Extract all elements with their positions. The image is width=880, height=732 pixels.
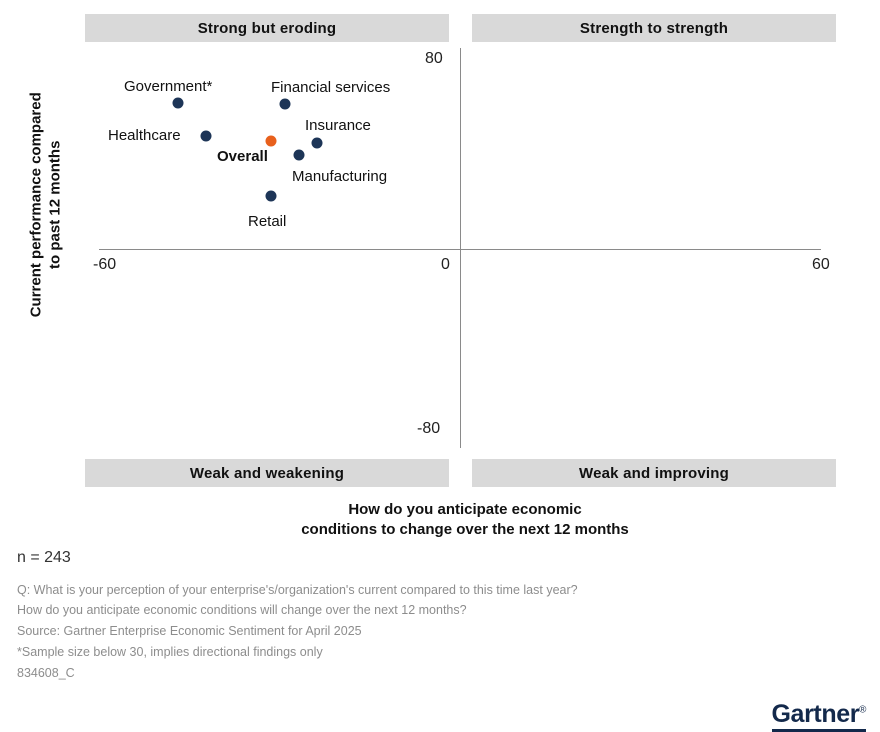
data-point-government [173, 98, 184, 109]
data-point-label-retail: Retail [248, 213, 287, 230]
data-point-label-insurance: Insurance [305, 117, 371, 134]
footnote-sample-note: *Sample size below 30, implies directional findings only [17, 645, 323, 659]
data-point-label-manufacturing: Manufacturing [292, 168, 388, 185]
registered-trademark-icon: ® [859, 704, 866, 716]
data-point-label-financial-services: Financial services [271, 79, 391, 96]
y-axis-line [460, 48, 461, 448]
sample-size-label: n = 243 [17, 549, 71, 566]
x-axis-tick-zero: 0 [441, 256, 450, 273]
quadrant-label-top-right: Strength to strength [472, 14, 836, 42]
x-axis-title-line2: conditions to change over the next 12 months [301, 521, 629, 539]
quadrant-label-top-left: Strong but eroding [85, 14, 449, 42]
y-axis-title-line1: Current performance compared [27, 92, 45, 318]
x-axis-tick-min: -60 [93, 256, 117, 273]
x-axis-title-line1: How do you anticipate economic [348, 501, 582, 518]
x-axis-tick-max: 60 [812, 256, 830, 273]
quadrant-label-bottom-left: Weak and weakening [85, 459, 449, 487]
data-point-label-overall: Overall [217, 148, 268, 165]
y-axis-title [27, 55, 65, 355]
data-point-label-government: Government* [124, 78, 213, 95]
data-point-manufacturing [294, 150, 305, 161]
footnote-document-id: 834608_C [17, 666, 75, 680]
footnote-source: Source: Gartner Enterprise Economic Sentiment for April 2025 [17, 624, 362, 638]
footnote-question-2: How do you anticipate economic conditions will change over the next 12 months? [17, 603, 467, 617]
data-point-insurance [312, 138, 323, 149]
y-axis-tick-max: 80 [425, 50, 443, 67]
gartner-logo [772, 700, 866, 729]
data-point-overall [266, 136, 277, 147]
y-axis-title-line2: to past 12 months [46, 140, 63, 269]
footnote-question-1: Q: What is your perception of your enterprise's/organization's current compared to this time last year? [17, 583, 578, 597]
data-point-healthcare [201, 131, 212, 142]
y-axis-tick-min: -80 [417, 420, 441, 437]
x-axis-title [180, 500, 750, 541]
brand-name: Gartner [771, 700, 860, 728]
data-point-financial-services [280, 99, 291, 110]
x-axis-line [99, 249, 821, 250]
quadrant-label-bottom-right: Weak and improving [472, 459, 836, 487]
data-point-label-healthcare: Healthcare [108, 127, 181, 144]
data-point-retail [266, 191, 277, 202]
